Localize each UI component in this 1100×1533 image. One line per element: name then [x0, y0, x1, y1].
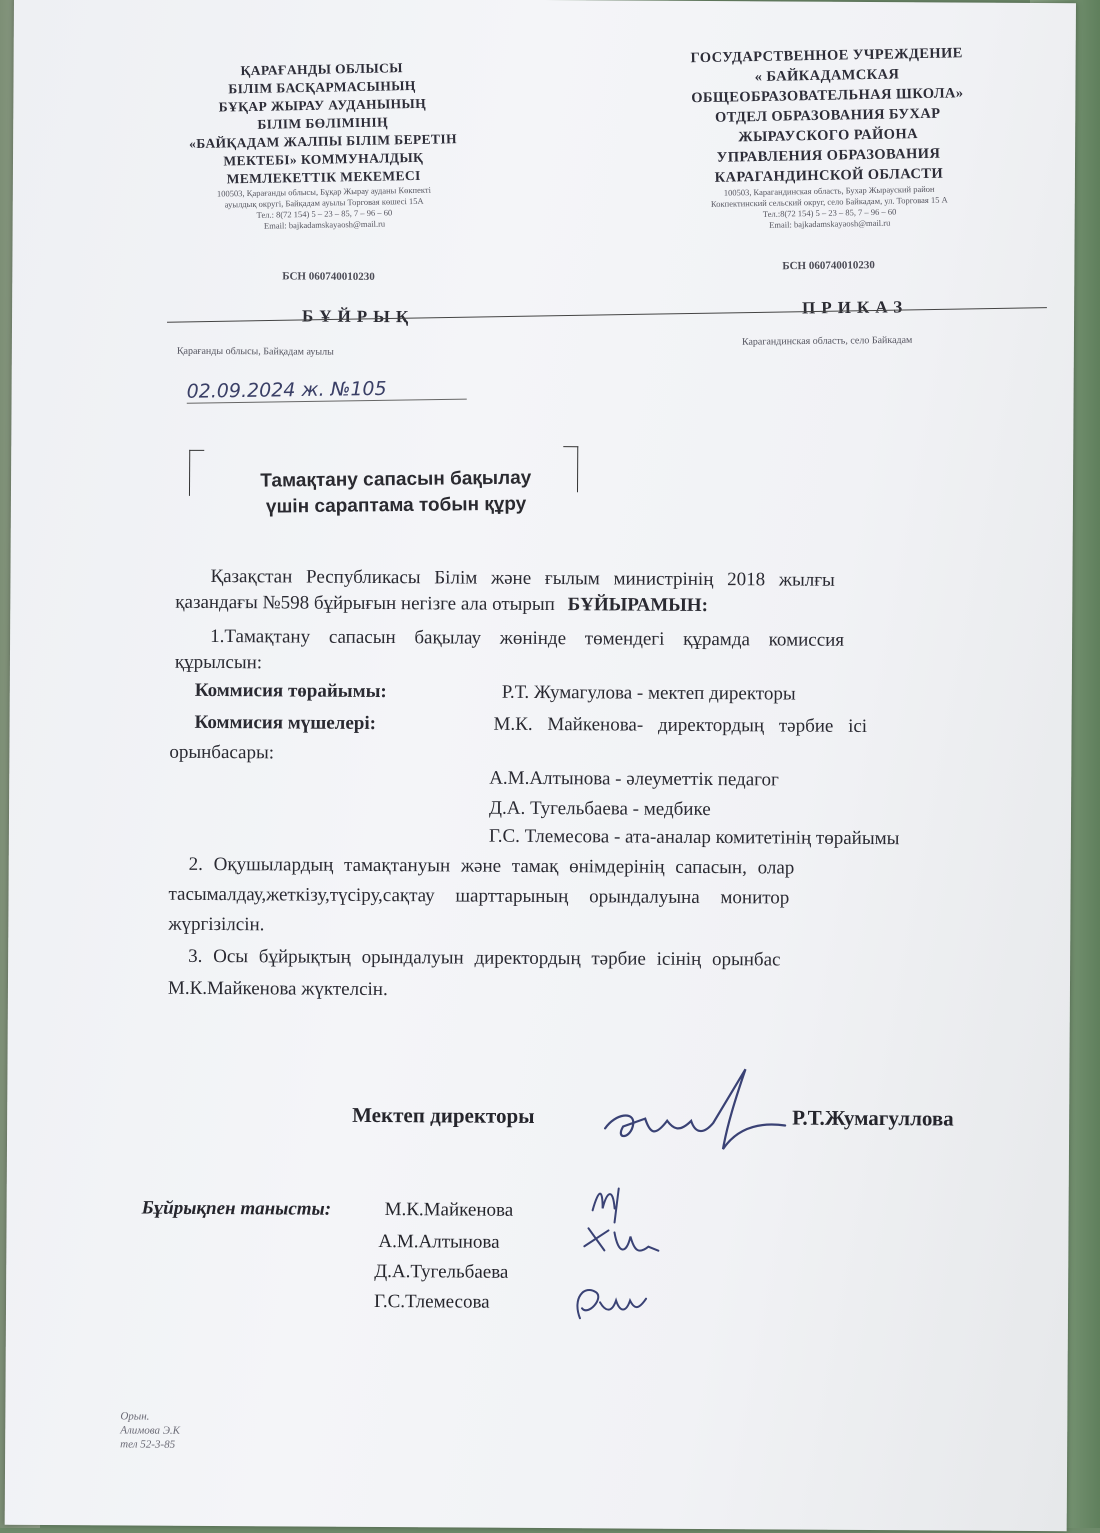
header-left-kazakh — [152, 58, 495, 234]
header-right-line: ЖЫРАУСКОГО РАЙОНА — [738, 126, 919, 146]
member-1-line-1: М.К. Майкенова- директордың тәрбие ісі — [493, 713, 868, 737]
subject-bracket-left — [189, 450, 204, 496]
header-right-line: УПРАВЛЕНИЯ ОБРАЗОВАНИЯ — [716, 145, 941, 166]
header-right-russian — [652, 43, 1005, 233]
acknowledged-name: М.К.Майкенова — [384, 1199, 514, 1221]
header-left-line: МЕКТЕБІ» КОММУНАЛДЫҚ — [223, 149, 424, 169]
paragraph-2-line-2: құрылсын: — [174, 651, 263, 674]
members-label: Коммисия мүшелері: — [194, 711, 377, 734]
header-left-line: БІЛІМ БАСҚАРМАСЫНЫҢ — [228, 77, 416, 97]
paragraph-3-line-2: тасымалдау,жеткізу,түсіру,сақтау шарттарының орындалуына монитор — [168, 883, 790, 909]
header-left-line: БҰҚАР ЖЫРАУ АУДАНЫНЫҢ — [218, 95, 427, 115]
bin-number-right: БСН 060740010230 — [782, 259, 875, 273]
header-left-address: ауылдық округі, Байқадам ауылы Торговая көшесі 15А — [224, 195, 424, 210]
paragraph-3-line-1: 2. Оқушылардың тамақтануын және тамақ өнімдерінің сапасын, олар — [188, 853, 795, 879]
header-divider — [167, 307, 1047, 323]
header-left-line: БІЛІМ БӨЛІМІНІҢ — [257, 114, 389, 132]
order-date-number: 02.09.2024 ж. №105 — [186, 377, 466, 404]
subject-line: үшін сараптама тобын құру — [265, 493, 527, 518]
place-russian: Карагандинская область, село Байкадам — [741, 334, 913, 348]
paragraph-1-bold: БҰЙЫРАМЫН: — [567, 594, 708, 617]
order-subject — [216, 465, 577, 521]
footer-line: Алимова Э.К — [120, 1424, 181, 1437]
order-title-russian: ПРИКАЗ — [802, 297, 909, 318]
header-right-line: КАРАГАНДИНСКОЙ ОБЛАСТИ — [714, 165, 944, 186]
acknowledged-title: Бұйрықпен танысты: — [141, 1197, 332, 1220]
footer-line: тел 52-3-85 — [120, 1438, 176, 1451]
bin-number-left: БСН 060740010230 — [282, 270, 375, 283]
header-right-phone: Тел.:8(72 154) 5 – 23 – 85, 7 – 96 – 60 — [762, 206, 897, 219]
header-right-line: « БАЙКАДАМСКАЯ — [754, 66, 900, 86]
place-kazakh: Қарағанды облысы, Байқадам ауылы — [176, 345, 334, 358]
header-left-line: «БАЙҚАДАМ ЖАЛПЫ БІЛІМ БЕРЕТІН — [188, 131, 458, 152]
header-right-line: ОБЩЕОБРАЗОВАТЕЛЬНАЯ ШКОЛА» — [691, 85, 964, 107]
director-name: Р.Т.Жумагуллова — [792, 1105, 954, 1131]
paragraph-3-line-3: жүргізілсін. — [168, 913, 265, 936]
header-left-line: МЕМЛЕКЕТТІК МЕКЕМЕСІ — [226, 167, 421, 187]
paragraph-1-line-2 — [175, 592, 1075, 619]
footer-line: Орын. — [120, 1410, 150, 1423]
acknowledged-name: Г.С.Тлемесова — [373, 1290, 490, 1313]
acknowledged-name: Д.А.Тугельбаева — [374, 1260, 509, 1283]
header-left-line: ҚАРАҒАНДЫ ОБЛЫСЫ — [240, 60, 404, 79]
header-right-line: ГОСУДАРСТВЕННОЕ УЧРЕЖДЕНИЕ — [690, 45, 963, 67]
header-right-address: 100503, Карагандинская область, Бухар Жырауский район — [723, 183, 935, 198]
member-2: А.М.Алтынова - әлеуметтік педагог — [489, 767, 779, 791]
document-sheet — [5, 0, 1076, 1531]
signature-3-icon — [566, 1278, 656, 1329]
signature-2-icon — [578, 1220, 668, 1266]
header-right-email: Email: bajkadamskayaosh@mail.ru — [769, 217, 891, 230]
paragraph-4-line-1: 3. Осы бұйрықтың орындалуын директордың тәрбие ісінің орынбас — [188, 945, 781, 971]
member-3: Д.А. Тугельбаева - медбике — [488, 797, 711, 821]
footer-executor — [120, 1409, 180, 1451]
header-right-address: Кокпектинский сельский округ, село Байкадам, ул. Торговая 15 А — [710, 194, 948, 209]
subject-line: Тамақтану сапасын бақылау — [260, 467, 532, 492]
header-left-email: Email: bajkadamskayaosh@mail.ru — [263, 218, 386, 231]
member-4: Г.С. Тлемесова - ата-аналар комитетінің төрайымы — [488, 825, 900, 850]
director-signature-icon — [595, 1058, 796, 1169]
chair-value: Р.Т. Жумагулова - мектеп директоры — [501, 681, 796, 705]
paragraph-4-line-2: М.К.Майкенова жүктелсін. — [167, 977, 388, 1001]
paragraph-2-line-1: 1.Тамақтану сапасын бақылау жөнінде төмендегі құрамда комиссия — [210, 625, 845, 651]
chair-label: Коммисия төрайымы: — [194, 679, 387, 703]
header-right-line: ОТДЕЛ ОБРАЗОВАНИЯ БУХАР — [714, 105, 941, 126]
header-left-address: 100503, Қарағанды облысы, Бұқар Жырау ауданы Көкпекті — [216, 184, 431, 199]
member-1-line-2: орынбасары: — [169, 741, 275, 764]
paragraph-1-text: қазандағы №598 бұйрығын негізге ала отырып — [175, 591, 555, 616]
acknowledged-name: А.М.Алтынова — [378, 1231, 500, 1253]
order-title-kazakh: БҰЙРЫҚ — [302, 306, 415, 327]
paragraph-1-line-1: Қазақстан Республикасы Білім және ғылым министрінің 2018 жылғы — [210, 565, 835, 591]
director-role: Мектеп директоры — [352, 1102, 535, 1128]
header-left-phone: Тел.: 8(72 154) 5 – 23 – 85, 7 – 96 – 60 — [256, 207, 393, 220]
